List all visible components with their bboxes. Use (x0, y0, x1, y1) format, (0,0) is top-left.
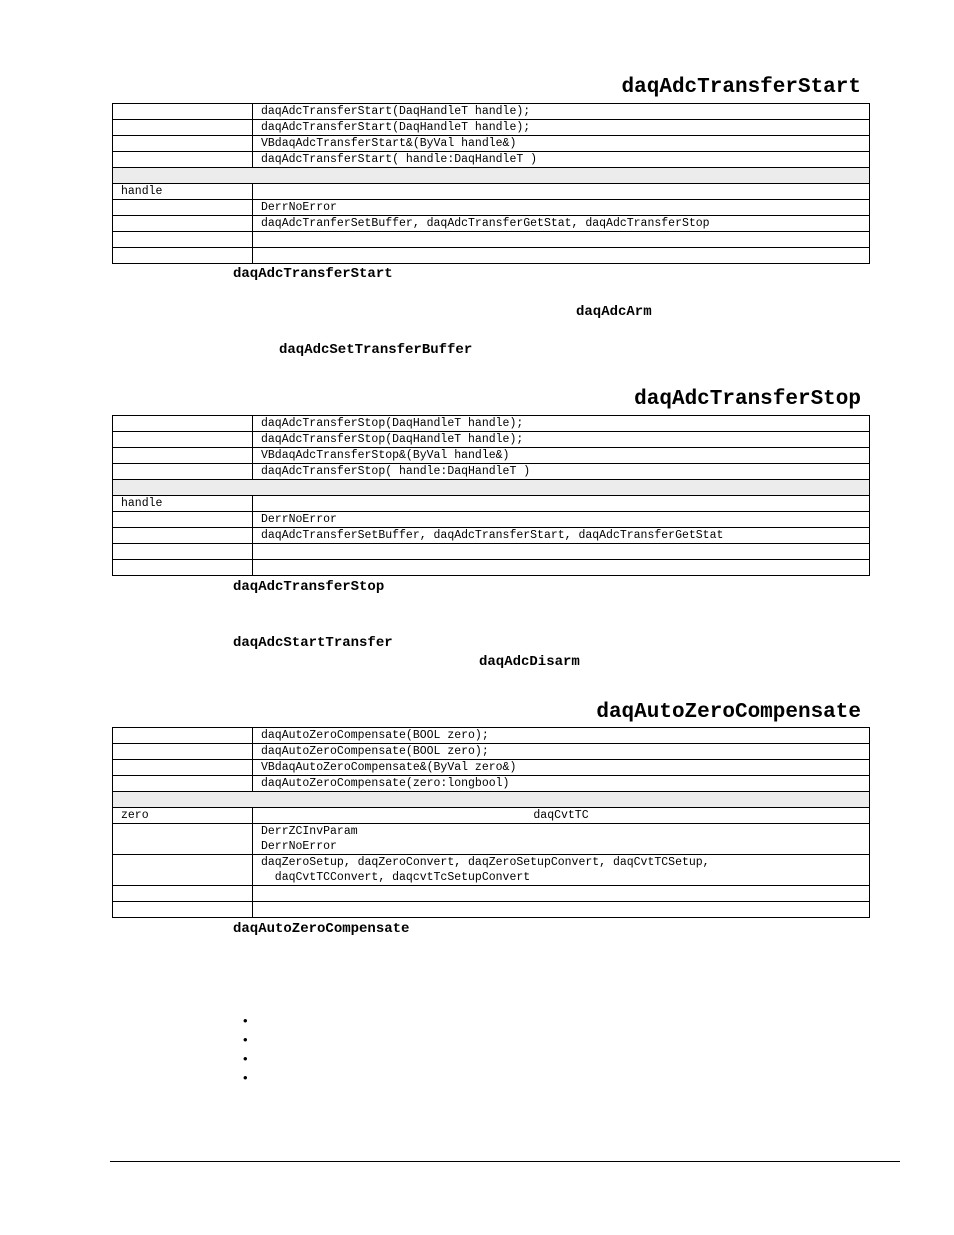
table-row (113, 216, 870, 232)
table-row (113, 232, 870, 248)
table-row (113, 808, 870, 824)
row-value (253, 560, 870, 576)
row-label (113, 120, 253, 136)
row-value: DerrNoError (253, 200, 870, 216)
row-label (113, 136, 253, 152)
table-row (113, 432, 870, 448)
table-row (113, 560, 870, 576)
row-label (113, 104, 253, 120)
row-label (113, 216, 253, 232)
footer-rule (110, 1161, 900, 1162)
row-value: daqAdcTransferStart( handle:DaqHandleT ) (253, 152, 870, 168)
table-row (113, 776, 870, 792)
bullet-item: • (243, 1013, 248, 1028)
row-value (253, 184, 870, 200)
table-row (113, 886, 870, 902)
table-row (113, 120, 870, 136)
row-value: daqAdcTransferStart(DaqHandleT handle); (253, 104, 870, 120)
reference-table-auto-zero (112, 727, 870, 918)
table-row (113, 496, 870, 512)
row-value: DerrNoError (253, 512, 870, 528)
row-label (113, 824, 253, 855)
row-value: daqAutoZeroCompensate(BOOL zero); (253, 744, 870, 760)
row-value: daqAutoZeroCompensate(BOOL zero); (253, 728, 870, 744)
row-label (113, 760, 253, 776)
table-row (113, 480, 870, 496)
row-value (253, 544, 870, 560)
row-value (113, 168, 870, 184)
row-value: daqAdcTranferSetBuffer, daqAdcTransferGetStat, daqAdcTransferStop (253, 216, 870, 232)
bullet-item: • (243, 1070, 248, 1085)
table-row (113, 728, 870, 744)
table-row (113, 855, 870, 886)
row-value (253, 886, 870, 902)
row-label (113, 512, 253, 528)
row-label (113, 232, 253, 248)
row-label (113, 464, 253, 480)
row-value: daqAdcTransferStop( handle:DaqHandleT ) (253, 464, 870, 480)
row-label (113, 776, 253, 792)
row-label (113, 200, 253, 216)
note-text: daqAdcArm (576, 304, 652, 320)
note-text: daqAdcSetTransferBuffer (279, 342, 473, 358)
row-value: daqAdcTransferSetBuffer, daqAdcTransferStart, daqAdcTransferGetStat (253, 528, 870, 544)
table-row (113, 136, 870, 152)
note-text: daqAdcTransferStop (233, 579, 385, 595)
row-label (113, 560, 253, 576)
bullet-item: • (243, 1051, 248, 1066)
reference-table-transfer-stop (112, 415, 870, 576)
row-label (113, 902, 253, 918)
row-value (113, 480, 870, 496)
table-row (113, 152, 870, 168)
table-row (113, 902, 870, 918)
table-row (113, 792, 870, 808)
section-title-auto-zero: daqAutoZeroCompensate (596, 701, 861, 724)
table-row (113, 464, 870, 480)
row-label (113, 432, 253, 448)
row-value: daqCvtTC (253, 808, 870, 824)
table-row (113, 824, 870, 855)
section-title-transfer-start: daqAdcTransferStart (621, 76, 861, 99)
row-value: daqAutoZeroCompensate(zero:longbool) (253, 776, 870, 792)
note-text: daqAutoZeroCompensate (233, 921, 410, 937)
section-title-transfer-stop: daqAdcTransferStop (634, 388, 861, 411)
table-row (113, 416, 870, 432)
row-label (113, 152, 253, 168)
row-value: daqAdcTransferStop(DaqHandleT handle); (253, 416, 870, 432)
row-label (113, 544, 253, 560)
table-row (113, 248, 870, 264)
row-label (113, 855, 253, 886)
table-row (113, 448, 870, 464)
row-label (113, 886, 253, 902)
row-label: handle (113, 184, 253, 200)
reference-table-transfer-start (112, 103, 870, 264)
row-label (113, 416, 253, 432)
row-value: DerrZCInvParam DerrNoError (253, 824, 870, 855)
row-value (253, 248, 870, 264)
row-value: VBdaqAdcTransferStop&(ByVal handle&) (253, 448, 870, 464)
table-row (113, 104, 870, 120)
row-value: VBdaqAutoZeroCompensate&(ByVal zero&) (253, 760, 870, 776)
table-row (113, 544, 870, 560)
note-text: daqAdcDisarm (479, 654, 580, 670)
row-value: VBdaqAdcTransferStart&(ByVal handle&) (253, 136, 870, 152)
row-value: daqAdcTransferStop(DaqHandleT handle); (253, 432, 870, 448)
row-value: daqAdcTransferStart(DaqHandleT handle); (253, 120, 870, 136)
table-row (113, 184, 870, 200)
row-label: handle (113, 496, 253, 512)
row-label (113, 728, 253, 744)
table-row (113, 744, 870, 760)
table-row (113, 760, 870, 776)
table-row (113, 512, 870, 528)
row-label (113, 248, 253, 264)
row-value (253, 496, 870, 512)
row-value (113, 792, 870, 808)
row-label (113, 448, 253, 464)
note-text: daqAdcTransferStart (233, 266, 393, 282)
row-label (113, 744, 253, 760)
bullet-item: • (243, 1032, 248, 1047)
row-value (253, 232, 870, 248)
table-row (113, 528, 870, 544)
table-row (113, 168, 870, 184)
note-text: daqAdcStartTransfer (233, 635, 393, 651)
row-label (113, 528, 253, 544)
row-value: daqZeroSetup, daqZeroConvert, daqZeroSetupConvert, daqCvtTCSetup, daqCvtTCConvert, daqcvtTcSetupConvert (253, 855, 870, 886)
table-row (113, 200, 870, 216)
row-value (253, 902, 870, 918)
row-label: zero (113, 808, 253, 824)
